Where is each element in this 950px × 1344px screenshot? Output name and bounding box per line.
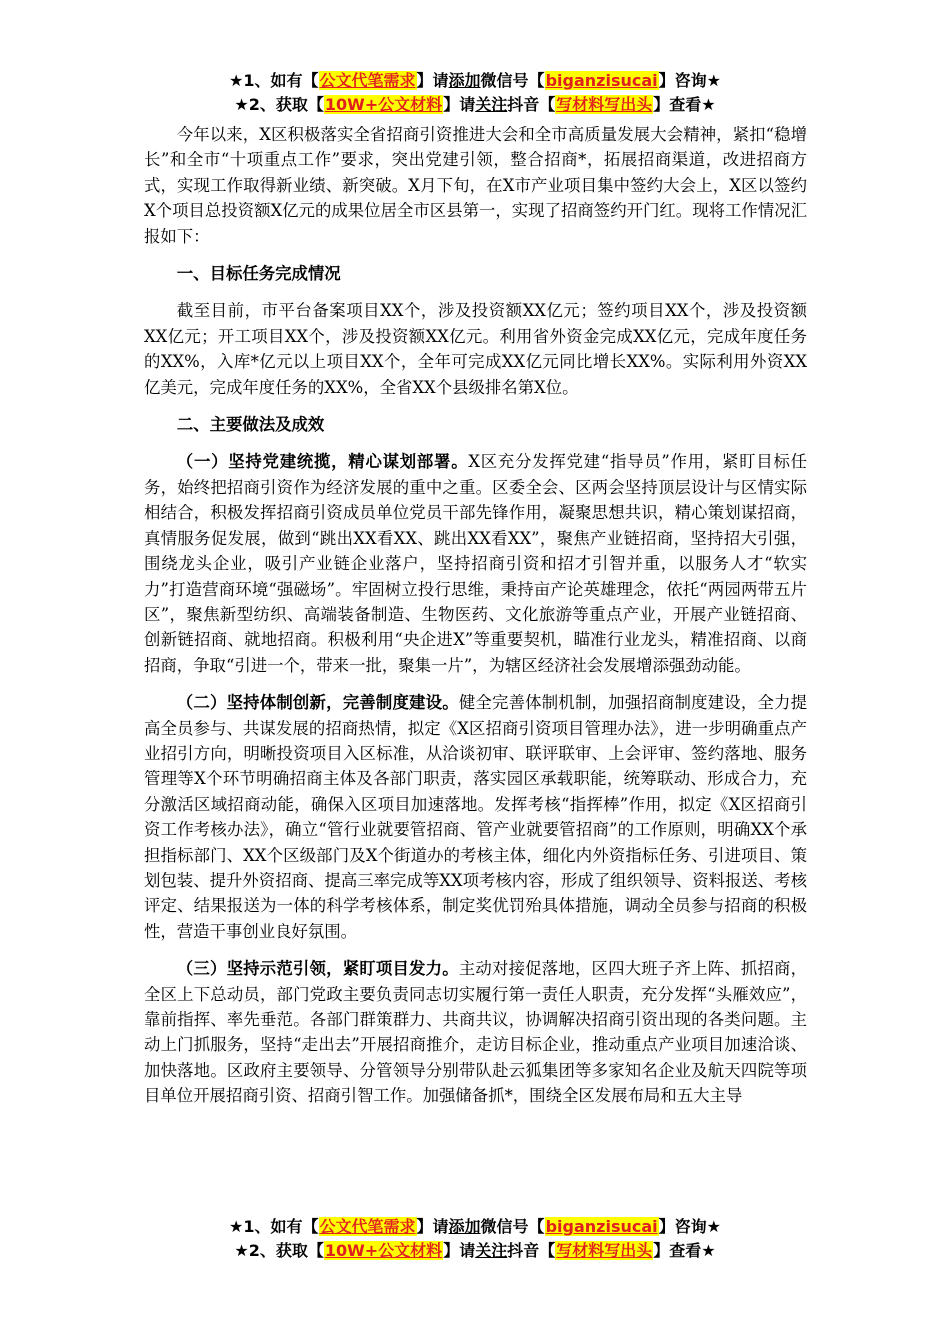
banner-text: 】查看★ [653, 95, 716, 114]
banner-text: 微信号【 [480, 1217, 545, 1236]
highlight-text: 10W+公文材料 [324, 95, 443, 114]
banner-text: ★1、如有【 [229, 71, 319, 90]
subsection-2 [144, 690, 807, 944]
bottom-banner-line-1 [0, 1216, 950, 1238]
subsection-3-text: 主动对接促落地，区四大班子齐上阵、抓招商，全区上下总动员，部门党政主要负责同志切实履行第一责任人职责，充分发挥“头雁效应”，靠前指挥、率先垂范。各部门群策群力、共商共议，协调解决招商引资出现的各类问题。主动上门抓服务，坚持“走出去”开展招商推介，走访目标企业，推动重点产业项目加速洽谈、加快落地。区政府主要领导、分管领导分别带队赴云狐集团等多家知名企业及航天四院等项目单位开展招商引资、招商引智工作。加强储备抓*，围绕全区发展布局和五大主导 [144, 959, 808, 1106]
bottom-banner-line-2 [0, 1240, 950, 1262]
highlight-text: 10W+公文材料 [324, 1241, 443, 1260]
banner-text: 】请 [416, 1217, 449, 1236]
subsection-1-title: （一）坚持党建统揽，精心谋划部署。 [176, 452, 469, 472]
highlight-text: 公文代笔需求 [319, 1217, 416, 1236]
underlined-text: 关注 [475, 95, 508, 114]
highlight-text: 公文代笔需求 [319, 71, 416, 90]
top-banner-line-2 [0, 94, 950, 116]
underlined-text: 添加 [448, 71, 481, 90]
banner-text: 】咨询★ [658, 71, 721, 90]
subsection-3 [144, 956, 807, 1108]
subsection-2-title: （二）坚持体制创新，完善制度建设。 [176, 693, 459, 713]
top-banner-line-1 [0, 70, 950, 92]
highlight-text: biganzisucai [545, 1217, 658, 1236]
banner-text: ★1、如有【 [229, 1217, 319, 1236]
subsection-1-text: X区充分发挥党建“指导员”作用，紧盯目标任务，始终把招商引资作为经济发展的重中之重。区委全会、区两会坚持顶层设计与区情实际相结合，积极发挥招商引资成员单位党员干部先锋作用，凝聚思想共识，精心策划谋招商，真情服务促发展，做到“跳出XX看XX、跳出XX看XX”，聚焦产业链招商，坚持招大引强，围绕龙头企业，吸引产业链企业落户，坚持招商引资和招才引智并重，以服务人才“软实力”打造营商环境“强磁场”。牢固树立投行思维，秉持亩产论英雄理念，依托“两园两带五片区”，聚焦新型纺织、高端装备制造、生物医药、文化旅游等重点产业，开展产业链招商、创新链招商、就地招商。积极利用“央企进X”等重要契机，瞄准行业龙头，精准招商、以商招商，争取“引进一个，带来一批，聚集一片”，为辖区经济社会发展增添强劲动能。 [144, 452, 808, 675]
banner-text: 】请 [416, 71, 449, 90]
section-heading-1: 一、目标任务完成情况 [176, 264, 341, 284]
highlight-text: 写材料写出头 [556, 95, 653, 114]
banner-text: ★2、获取【 [234, 1241, 324, 1260]
banner-text: 】咨询★ [658, 1217, 721, 1236]
underlined-text: 添加 [448, 1217, 481, 1236]
underlined-text: 关注 [475, 1241, 508, 1260]
intro-paragraph: 今年以来，X区积极落实全省招商引资推进大会和全市高质量发展大会精神，紧扣“稳增长”和全市“十项重点工作”要求，突出党建引领，整合招商*，拓展招商渠道，改进招商方式，实现工作取得新业绩、新突破。X月下旬，在X市产业项目集中签约大会上，X区以签约X个项目总投资额X亿元的成果位居全市区县第一，实现了招商签约开门红。现将工作情况汇报如下： [144, 125, 807, 246]
banner-text: 】请 [443, 95, 476, 114]
highlight-text: biganzisucai [545, 71, 658, 90]
banner-text: 】查看★ [653, 1241, 716, 1260]
banner-text: 抖音【 [507, 95, 556, 114]
targets-paragraph: 截至目前，市平台备案项目XX个，涉及投资额XX亿元；签约项目XX个，涉及投资额XX亿元；开工项目XX个，涉及投资额XX亿元。利用省外资金完成XX亿元，完成年度任务的XX%，入库*亿元以上项目XX个，全年可完成XX亿元同比增长XX%。实际利用外资XX亿美元，完成年度任务的XX%，全省XX个县级排名第X位。 [144, 301, 807, 397]
subsection-2-text: 健全完善体制机制，加强招商制度建设，全力提高全员参与、共谋发展的招商热情，拟定《X区招商引资项目管理办法》，进一步明确重点产业招引方向，明晰投资项目入区标准，从洽谈初审、联评联审、上会评审、签约落地、服务管理等X个环节明确招商主体及各部门职责，落实园区承载职能，统筹联动、形成合力，充分激活区域招商动能，确保入区项目加速落地。发挥考核“指挥棒”作用，拟定《X区招商引资工作考核办法》，确立“管行业就要管招商、管产业就要管招商”的工作原则，明确XX个承担指标部门、XX个区级部门及X个街道办的考核主体，细化内外资指标任务、引进项目、策划包装、提升外资招商、提高三率完成等XX项考核内容，形成了组织领导、资料报送、考核评定、结果报送为一体的科学考核体系，制定奖优罚殆具体措施，调动全员参与招商的积极性，营造干事创业良好氛围。 [144, 693, 808, 941]
banner-text: 微信号【 [480, 71, 545, 90]
section-heading-2: 二、主要做法及成效 [176, 415, 325, 435]
subsection-1 [144, 449, 807, 678]
highlight-text: 写材料写出头 [556, 1241, 653, 1260]
document-body [144, 122, 807, 1109]
banner-text: 】请 [443, 1241, 476, 1260]
banner-text: ★2、获取【 [234, 95, 324, 114]
subsection-3-title: （三）坚持示范引领，紧盯项目发力。 [176, 959, 459, 979]
banner-text: 抖音【 [507, 1241, 556, 1260]
